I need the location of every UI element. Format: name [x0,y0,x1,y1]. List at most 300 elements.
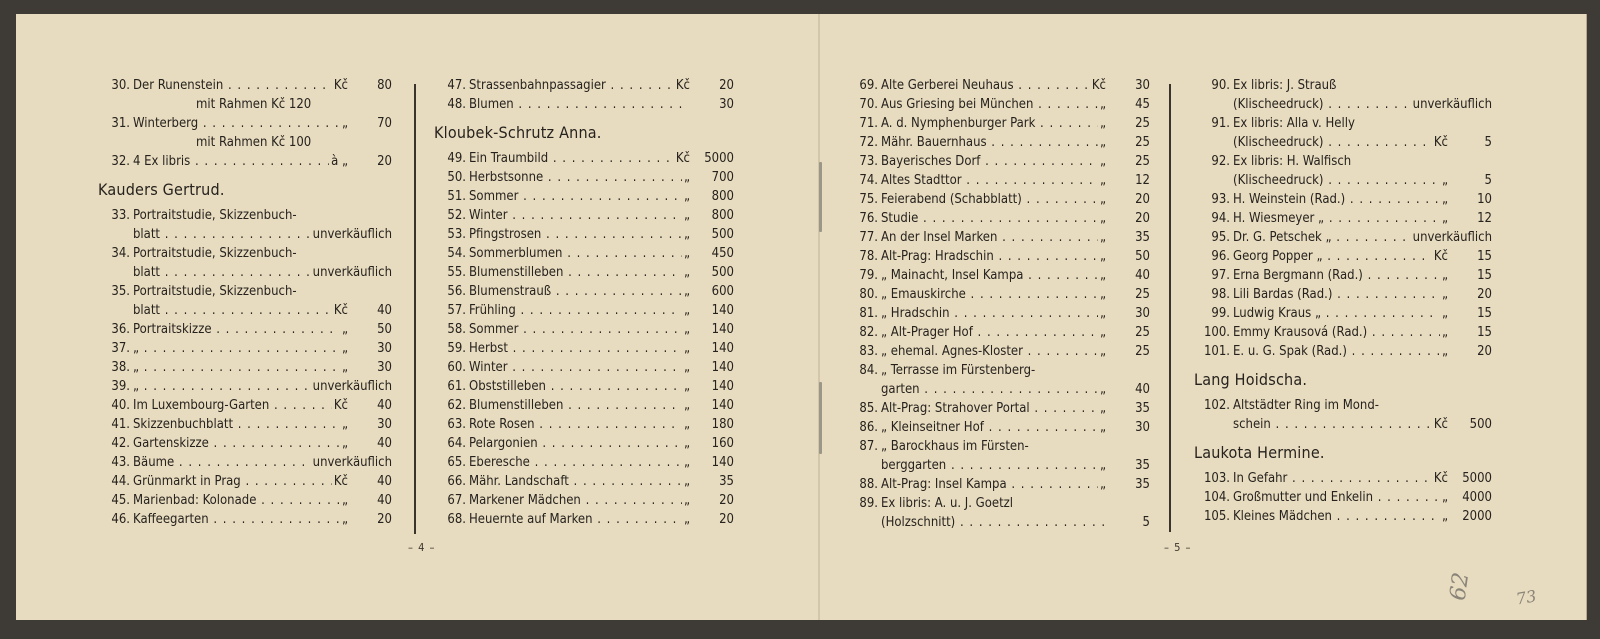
entry-title: „ . . . [133,377,309,396]
entry-price: 40 [1135,382,1150,397]
entry-price: unverkäuflich [312,379,392,394]
entry-title: H. Weinstein (Rad.) . . . [1233,190,1440,209]
catalogue-entry [98,114,392,133]
entry-title: Sommer . . . [469,320,682,339]
entry-number: 53. [447,227,466,242]
entry-price: 5000 [1462,471,1492,486]
entry-currency: „ [683,398,690,413]
entry-currency: „ [341,360,348,375]
entry-price: 40 [377,493,392,508]
entry-number: 64. [447,436,466,451]
entry-number: 94. [1211,211,1230,226]
entry-currency: „ [1099,97,1106,112]
entry-number: 48. [447,97,466,112]
entry-title: „ Mainacht, Insel Kampa . . . [881,266,1098,285]
catalogue-entry [1194,469,1492,488]
entry-currency: „ [1099,135,1106,150]
entry-currency: „ [1099,154,1106,169]
entry-price: 450 [711,246,734,261]
artist-heading: Kloubek-Schrutz Anna. [434,123,602,142]
entry-price: 35 [1135,477,1150,492]
entry-number: 67. [447,493,466,508]
catalogue-entry [434,282,734,301]
entry-number: 68. [447,512,466,527]
catalogue-entry [98,415,392,434]
entry-title: Alt-Prag: Hradschin . . . [881,247,1098,266]
catalogue-entry-continuation [846,456,1150,475]
entry-title: Portraitstudie, Skizzenbuch- [133,208,297,223]
catalogue-entry [1194,342,1492,361]
entry-title: Aus Griesing bei München . . . [881,95,1098,114]
entry-number: 33. [111,208,130,223]
catalogue-entry [1194,285,1492,304]
catalogue-entry [1194,323,1492,342]
entry-title: Blumenstilleben . . . [469,263,682,282]
entry-price: 35 [1135,401,1150,416]
entry-title: Blumenstrauß . . . [469,282,682,301]
entry-price: 500 [711,227,734,242]
entry-price: 20 [1135,192,1150,207]
catalogue-entry [846,190,1150,209]
entry-currency: Kč [1433,417,1448,432]
catalogue-entry [434,301,734,320]
entry-currency: „ [683,246,690,261]
entry-currency: Kč [1433,249,1448,264]
catalogue-spread [16,14,1587,620]
entry-currency: „ [683,322,690,337]
catalogue-entry [434,453,734,472]
entry-title: Ex libris: Alla v. Helly [1233,116,1355,131]
catalogue-entry [434,358,734,377]
pencil-mark-62: 62 [1445,570,1475,603]
entry-price: 70 [377,116,392,131]
entry-title: Winter . . . [469,358,682,377]
catalogue-entry [98,396,392,415]
entry-title: H. Wiesmeyer „ . . . [1233,209,1440,228]
entry-price: 20 [1477,287,1492,302]
entry-price: 5 [1484,173,1492,188]
entry-price: 15 [1477,325,1492,340]
entry-number: 96. [1211,249,1230,264]
entry-title: Skizzenbuchblatt . . . [133,415,340,434]
entry-number: 36. [111,322,130,337]
entry-number: 97. [1211,268,1230,283]
entry-number: 44. [111,474,130,489]
entry-currency: „ [1441,344,1448,359]
catalogue-entry [434,415,734,434]
entry-number: 65. [447,455,466,470]
entry-currency: „ [1099,477,1106,492]
catalogue-entry [846,133,1150,152]
catalogue-entry [434,168,734,187]
entry-currency: „ [683,436,690,451]
entry-currency: „ [1099,401,1106,416]
entry-currency: „ [341,417,348,432]
entry-title: Heuernte auf Marken . . . [469,510,682,529]
entry-price: 20 [1477,344,1492,359]
entry-title: „ Kleinseitner Hof . . . [881,418,1098,437]
entry-number: 81. [859,306,878,321]
catalogue-entry [434,491,734,510]
catalogue-entry [434,263,734,282]
catalogue-entry-continuation [1194,415,1492,434]
entry-title: Altstädter Ring im Mond- [1233,398,1379,413]
entry-title: Winterberg . . . [133,114,340,133]
catalogue-entry [98,377,392,396]
catalogue-entry [846,475,1150,494]
catalogue-entry [434,510,734,529]
entry-price: 600 [711,284,734,299]
entry-title: Blumen . . . [469,95,688,114]
catalogue-entry [1194,247,1492,266]
entry-title: Obststilleben . . . [469,377,682,396]
entry-number: 37. [111,341,130,356]
entry-price: 140 [711,341,734,356]
entry-currency: „ [1441,490,1448,505]
entry-price: 40 [377,398,392,413]
entry-number: 57. [447,303,466,318]
catalogue-entry [434,149,734,168]
catalogue-entry [846,95,1150,114]
entry-title: Blumenstilleben . . . [469,396,682,415]
entry-currency: „ [1441,325,1448,340]
staple-bottom [819,382,822,454]
entry-currency: Kč [675,78,690,93]
entry-title: Altes Stadttor . . . [881,171,1098,190]
page-4-column-left [98,76,392,529]
entry-price: 30 [377,341,392,356]
entry-price: 10 [1477,192,1492,207]
entry-price: 140 [711,455,734,470]
entry-title: „ . . . [133,339,340,358]
catalogue-entry [434,76,734,95]
entry-number: 39. [111,379,130,394]
catalogue-entry [98,339,392,358]
entry-number: 103. [1203,471,1230,486]
entry-price: 140 [711,360,734,375]
catalogue-entry-continuation [1194,95,1492,114]
entry-number: 73. [859,154,878,169]
entry-number: 93. [1211,192,1230,207]
entry-currency: „ [1099,173,1106,188]
catalogue-entry [846,114,1150,133]
entry-number: 82. [859,325,878,340]
catalogue-entry [846,209,1150,228]
catalogue-entry [846,266,1150,285]
entry-title: Gartenskizze . . . [133,434,340,453]
entry-title: Georg Popper „ . . . [1233,247,1432,266]
entry-currency: „ [1099,268,1106,283]
entry-currency: „ [341,341,348,356]
catalogue-entry-continuation [1194,171,1492,190]
entry-price: 12 [1477,211,1492,226]
entry-currency: „ [341,493,348,508]
entry-title: Kleines Mädchen . . . [1233,507,1440,526]
entry-title: Mähr. Bauernhaus . . . [881,133,1098,152]
entry-title: Ludwig Kraus „ . . . [1233,304,1440,323]
entry-currency: Kč [333,303,348,318]
entry-price: 20 [719,512,734,527]
entry-title: Sommerblumen . . . [469,244,682,263]
staple-top [819,162,822,232]
entry-price: 30 [1135,306,1150,321]
entry-currency: „ [1441,509,1448,524]
entry-title: Feierabend (Schabblatt) . . . [881,190,1098,209]
catalogue-entry-continuation [846,380,1150,399]
entry-title: blatt . . . [133,301,332,320]
entry-currency: „ [1441,192,1448,207]
catalogue-entry [98,510,392,529]
entry-number: 52. [447,208,466,223]
entry-title: Pfingstrosen . . . [469,225,682,244]
entry-title: (Holzschnitt) . . . [881,513,1104,532]
entry-currency: „ [1099,230,1106,245]
entry-title: „ Terrasse im Fürstenberg- [881,363,1036,378]
entry-price: 20 [1135,211,1150,226]
entry-title: Markener Mädchen . . . [469,491,682,510]
entry-price: 30 [1135,420,1150,435]
catalogue-entry [1194,76,1492,95]
entry-title: Emmy Krausová (Rad.) . . . [1233,323,1440,342]
entry-currency: „ [683,303,690,318]
catalogue-entry [434,396,734,415]
entry-price: unverkäuflich [1412,230,1492,245]
entry-title: Dr. G. Petschek „ . . . [1233,228,1409,247]
catalogue-entry-continuation [846,513,1150,532]
entry-title: Mähr. Landschaft . . . [469,472,682,491]
entry-title: „ ehemal. Agnes-Kloster . . . [881,342,1098,361]
entry-number: 102. [1203,398,1230,413]
entry-title: Ex libris: H. Walfisch [1233,154,1352,169]
entry-title: Großmutter und Enkelin . . . [1233,488,1440,507]
entry-title: Ex libris: J. Strauß [1233,78,1337,93]
entry-price: 40 [377,436,392,451]
entry-number: 41. [111,417,130,432]
entry-price: 80 [377,78,392,93]
entry-title: Sommer . . . [469,187,682,206]
entry-currency: Kč [333,78,348,93]
catalogue-entry-continuation [1194,133,1492,152]
entry-price: 30 [377,360,392,375]
catalogue-entry [434,377,734,396]
entry-title: An der Insel Marken . . . [881,228,1098,247]
artist-heading: Laukota Hermine. [1194,443,1325,462]
entry-currency: „ [1441,268,1448,283]
entry-currency: „ [1099,287,1106,302]
entry-price: 500 [1469,417,1492,432]
entry-currency: „ [1099,306,1106,321]
entry-number: 104. [1203,490,1230,505]
entry-currency: à „ [331,154,348,169]
entry-price: 12 [1135,173,1150,188]
entry-price: unverkäuflich [312,455,392,470]
entry-currency: „ [683,417,690,432]
catalogue-entry-continuation [98,301,392,320]
entry-price: 25 [1135,344,1150,359]
entry-price: 25 [1135,116,1150,131]
catalogue-entry [846,361,1150,380]
entry-price: 15 [1477,268,1492,283]
entry-number: 101. [1203,344,1230,359]
entry-currency: „ [683,455,690,470]
entry-title: Strassenbahnpassagier . . . [469,76,674,95]
entry-price: 140 [711,303,734,318]
entry-title: (Klischeedruck) . . . [1233,133,1432,152]
entry-price: 40 [377,474,392,489]
entry-price: 25 [1135,154,1150,169]
entry-price: 20 [377,512,392,527]
entry-number: 74. [859,173,878,188]
entry-currency: „ [683,227,690,242]
entry-currency: „ [683,493,690,508]
entry-currency: Kč [1091,78,1106,93]
entry-price: 15 [1477,249,1492,264]
entry-price: unverkäuflich [1412,97,1492,112]
catalogue-entry [98,206,392,225]
entry-title: Alt-Prag: Strahover Portal . . . [881,399,1098,418]
catalogue-entry [846,152,1150,171]
catalogue-entry [1194,228,1492,247]
entry-title: blatt . . . [133,225,309,244]
entry-price: 2000 [1462,509,1492,524]
entry-title: Ex libris: A. u. J. Goetzl [881,496,1014,511]
entry-title: Bäume . . . [133,453,309,472]
entry-title: Portraitstudie, Skizzenbuch- [133,284,297,299]
entry-title: Erna Bergmann (Rad.) . . . [1233,266,1440,285]
entry-title: Bayerisches Dorf . . . [881,152,1098,171]
entry-currency: „ [1099,420,1106,435]
entry-price: 40 [377,303,392,318]
entry-number: 77. [859,230,878,245]
entry-title: blatt . . . [133,263,309,282]
entry-title: Alte Gerberei Neuhaus . . . [881,76,1090,95]
entry-title: Pelargonien . . . [469,434,682,453]
entry-title: Marienbad: Kolonade . . . [133,491,340,510]
entry-title: (Klischeedruck) . . . [1233,171,1440,190]
entry-number: 46. [111,512,130,527]
catalogue-entry [434,339,734,358]
catalogue-entry [98,244,392,263]
entry-title: „ Barockhaus im Fürsten- [881,439,1029,454]
entry-currency: „ [683,265,690,280]
entry-number: 47. [447,78,466,93]
entry-number: 76. [859,211,878,226]
entry-number: 31. [111,116,130,131]
entry-number: 98. [1211,287,1230,302]
entry-price: 30 [377,417,392,432]
catalogue-entry [846,304,1150,323]
catalogue-entry [434,187,734,206]
entry-title: „ . . . [133,358,340,377]
catalogue-entry [434,206,734,225]
entry-currency: „ [683,284,690,299]
entry-price: 500 [711,265,734,280]
catalogue-entry [846,342,1150,361]
catalogue-entry [846,437,1150,456]
entry-currency: „ [683,341,690,356]
artist-heading: Lang Hoidscha. [1194,370,1308,389]
entry-price: 25 [1135,325,1150,340]
entry-number: 83. [859,344,878,359]
catalogue-entry [1194,114,1492,133]
catalogue-entry [98,491,392,510]
catalogue-entry-continuation [98,263,392,282]
entry-number: 42. [111,436,130,451]
entry-currency: „ [1099,192,1106,207]
entry-number: 71. [859,116,878,131]
entry-number: 54. [447,246,466,261]
entry-currency: „ [341,436,348,451]
center-fold [818,14,820,620]
catalogue-entry [846,247,1150,266]
entry-currency: „ [341,512,348,527]
entry-price: 35 [1135,230,1150,245]
catalogue-entry [98,320,392,339]
catalogue-entry [1194,488,1492,507]
entry-currency: „ [1099,116,1106,131]
page-number-4: – 4 – [408,541,436,554]
catalogue-entry [98,472,392,491]
entry-price: 5000 [704,151,734,166]
entry-title: A. d. Nymphenburger Park . . . [881,114,1098,133]
entry-title: berggarten . . . [881,456,1098,475]
entry-title: Lili Bardas (Rad.) . . . [1233,285,1440,304]
entry-title: Der Runenstein . . . [133,76,332,95]
entry-title: (Klischeedruck) . . . [1233,95,1409,114]
catalogue-entry [98,76,392,95]
entry-price: 5 [1142,515,1150,530]
catalogue-entry [846,418,1150,437]
entry-price: 40 [1135,268,1150,283]
entry-number: 85. [859,401,878,416]
entry-currency: Kč [1433,135,1448,150]
entry-number: 63. [447,417,466,432]
entry-number: 95. [1211,230,1230,245]
entry-number: 105. [1203,509,1230,524]
entry-number: 91. [1211,116,1230,131]
catalogue-entry-continuation [98,225,392,244]
entry-currency: „ [1099,382,1106,397]
entry-price: 50 [377,322,392,337]
entry-price: unverkäuflich [312,265,392,280]
page-number-5: – 5 – [1164,541,1192,554]
catalogue-entry [98,453,392,472]
entry-currency: „ [1099,458,1106,473]
entry-number: 69. [859,78,878,93]
entry-number: 87. [859,439,878,454]
entry-price: 5 [1484,135,1492,150]
catalogue-entry [1194,266,1492,285]
entry-price: 160 [711,436,734,451]
catalogue-entry [434,225,734,244]
entry-currency: Kč [333,474,348,489]
catalogue-entry [1194,190,1492,209]
entry-number: 79. [859,268,878,283]
entry-price: 20 [719,493,734,508]
entry-price: 25 [1135,135,1150,150]
entry-title: „ Alt-Prager Hof . . . [881,323,1098,342]
entry-title: Ein Traumbild . . . [469,149,674,168]
frame-price-note: mit Rahmen Kč 100 [196,135,312,150]
entry-number: 49. [447,151,466,166]
entry-currency: „ [1099,344,1106,359]
catalogue-entry [846,171,1150,190]
entry-number: 45. [111,493,130,508]
entry-price: 180 [711,417,734,432]
catalogue-entry [434,472,734,491]
entry-number: 92. [1211,154,1230,169]
entry-title: Alt-Prag: Insel Kampa . . . [881,475,1098,494]
